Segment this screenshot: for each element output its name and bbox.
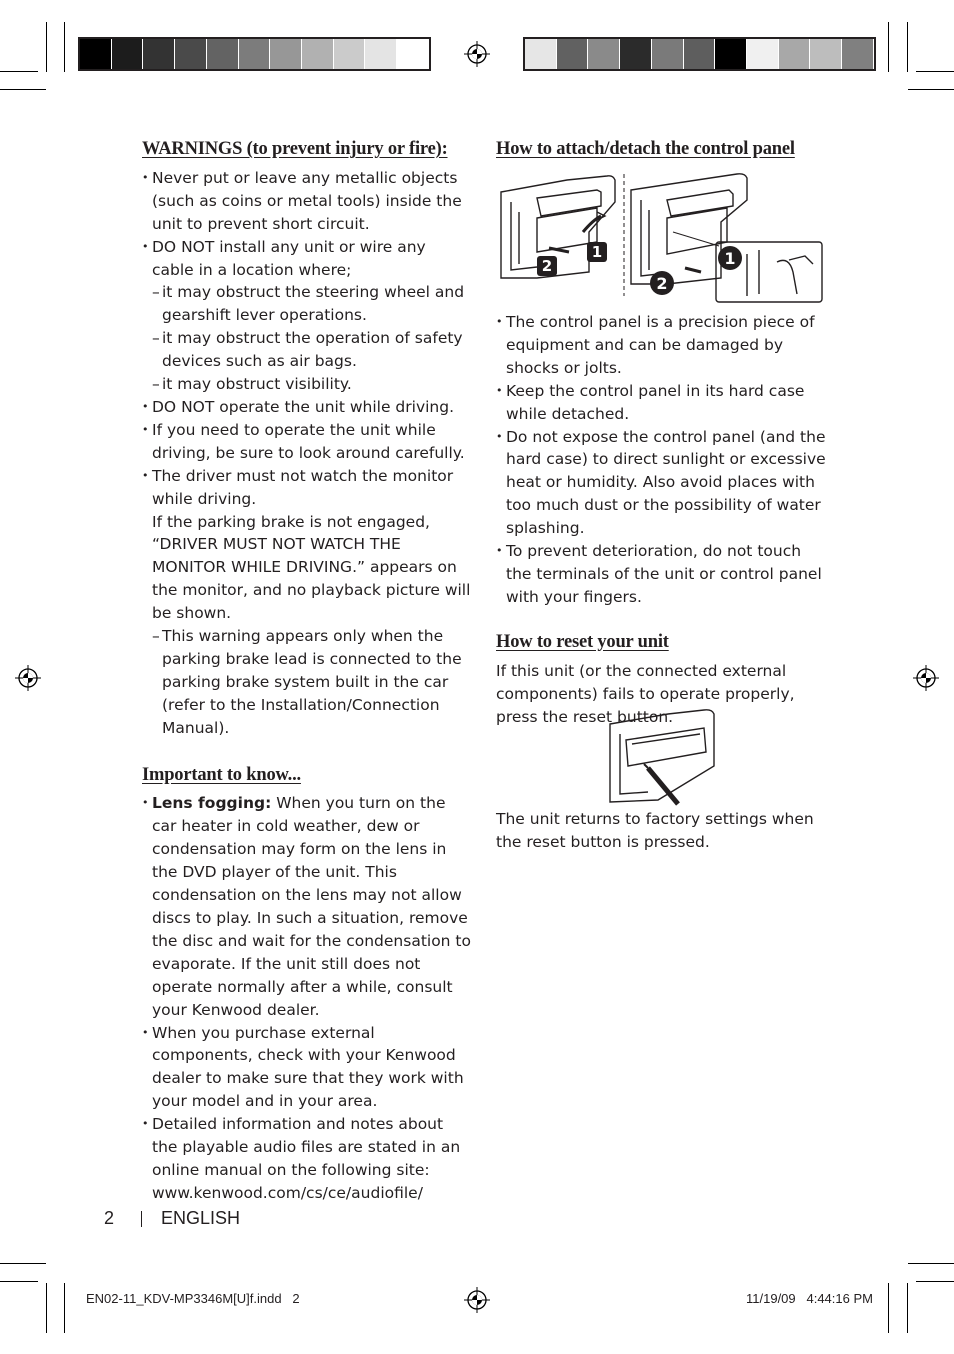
callout-2-label: 2 — [541, 257, 553, 275]
callout-1-label: 1 — [591, 243, 603, 261]
warnings-heading: WARNINGS (to prevent injury or fire): — [142, 139, 448, 159]
important-heading: Important to know... — [142, 764, 301, 785]
color-swatch — [397, 39, 429, 69]
color-swatch — [588, 39, 620, 69]
list-item: • Keep the control panel in its hard case while detached. — [496, 380, 828, 426]
crop-mark — [916, 71, 954, 72]
registration-mark-icon — [913, 665, 939, 691]
crop-mark — [46, 22, 47, 72]
list-item: • Detailed information and notes about the playable audio files are stated in an online manual on the following site: www.kenwood.com/cs/ce/audiofile/ — [142, 1113, 472, 1205]
sub-item: – it may obstruct the steering wheel and gearshift lever operations. — [142, 281, 472, 327]
important-list — [142, 792, 472, 1204]
sub-item: – it may obstruct the operation of safety devices such as air bags. — [142, 327, 472, 373]
color-swatch — [779, 39, 811, 69]
color-swatch — [112, 39, 144, 69]
color-swatch — [334, 39, 366, 69]
list-item: • The driver must not watch the monitor while driving. — [142, 465, 472, 511]
crop-mark — [46, 1283, 47, 1333]
right-column — [496, 138, 828, 167]
color-swatch — [365, 39, 397, 69]
reset-outro-block — [496, 808, 828, 854]
callout-1-label: 1 — [724, 249, 736, 268]
color-swatch — [747, 39, 779, 69]
attach-heading: How to attach/detach the control panel — [496, 139, 795, 159]
color-calibration-bar-right — [523, 37, 876, 71]
crop-mark — [0, 89, 46, 90]
crop-mark — [0, 71, 38, 72]
page-number: 2 — [104, 1208, 115, 1228]
list-item: • Never put or leave any metallic objects (such as coins or metal tools) inside the unit to prevent short circuit. — [142, 167, 472, 236]
list-paragraph: If the parking brake is not engaged, “DRIVER MUST NOT WATCH THE MONITOR WHILE DRIVING.” appears on the monitor, and no playback picture will be shown. — [152, 512, 471, 623]
crop-mark — [908, 89, 954, 90]
crop-mark — [0, 1263, 46, 1264]
crop-mark — [908, 1263, 954, 1264]
crop-mark — [0, 1281, 38, 1282]
footer-divider — [141, 1211, 142, 1227]
warnings-list — [142, 167, 472, 740]
color-swatch — [715, 39, 747, 69]
callout-2-label: 2 — [656, 274, 668, 293]
list-item: • If you need to operate the unit while driving, be sure to look around carefully. — [142, 419, 472, 465]
color-calibration-bar-left — [78, 37, 431, 71]
list-item: • The control panel is a precision piece of equipment and can be damaged by shocks or jolts. — [496, 311, 828, 380]
color-swatch — [175, 39, 207, 69]
list-item-text: • DO NOT install any unit or wire any cable in a location where; — [152, 237, 426, 279]
crop-mark — [888, 22, 889, 72]
sub-item: – This warning appears only when the parking brake lead is connected to the parking brake system built in the car (refer to the Installation/Connection Manual). — [142, 625, 472, 740]
color-swatch — [652, 39, 684, 69]
crop-mark — [888, 1283, 889, 1333]
list-item: • DO NOT operate the unit while driving. — [142, 396, 472, 419]
crop-mark — [916, 1281, 954, 1282]
list-item — [142, 236, 472, 282]
attach-notes — [496, 311, 828, 728]
sub-item: – it may obstruct visibility. — [142, 373, 472, 396]
crop-mark — [907, 1283, 908, 1333]
slug-timestamp: 11/19/09 4:44:16 PM — [746, 1291, 873, 1306]
reset-heading: How to reset your unit — [496, 631, 669, 652]
attach-list — [496, 311, 828, 609]
list-item: • To prevent deterioration, do not touch the terminals of the unit or control panel with your fingers. — [496, 540, 828, 609]
crop-mark — [64, 22, 65, 72]
color-swatch — [302, 39, 334, 69]
crop-mark — [64, 1283, 65, 1333]
color-swatch — [80, 39, 112, 69]
left-column — [142, 138, 472, 1205]
color-swatch — [207, 39, 239, 69]
color-swatch — [525, 39, 557, 69]
registration-mark-icon — [464, 1287, 490, 1313]
color-swatch — [810, 39, 842, 69]
crop-mark — [907, 22, 908, 72]
color-swatch — [684, 39, 716, 69]
reset-outro: The unit returns to factory settings when the reset button is pressed. — [496, 810, 814, 851]
color-swatch — [842, 39, 874, 69]
color-swatch — [143, 39, 175, 69]
lens-fogging-label: Lens fogging: — [152, 794, 272, 813]
color-swatch — [270, 39, 302, 69]
attach-detach-illustration — [497, 172, 825, 304]
color-swatch — [239, 39, 271, 69]
slug-filename: EN02-11_KDV-MP3346M[U]f.indd 2 — [86, 1291, 300, 1306]
color-swatch — [557, 39, 589, 69]
reset-button-illustration — [608, 706, 718, 806]
list-item — [142, 792, 472, 1021]
list-item: • Do not expose the control panel (and the hard case) to direct sunlight or excessive heat or humidity. Also avoid places with too much dust or the possibility of water splashing. — [496, 426, 828, 541]
page-language: ENGLISH — [161, 1208, 241, 1228]
lens-fogging-text: When you turn on the car heater in cold weather, dew or condensation may form on the lens in the DVD player of the unit. This condensation on the lens may not allow discs to play. In such a situation, remove the disc and wait for the condensation to evaporate. If the unit still does not operate normally after a while, consult your Kenwood dealer. — [152, 794, 471, 1019]
reset-intro: If this unit (or the connected external components) fails to operate properly, press the reset button. — [496, 661, 795, 726]
registration-mark-icon — [15, 665, 41, 691]
list-item: • When you purchase external components, check with your Kenwood dealer to make sure that they work with your model and in your area. — [142, 1022, 472, 1114]
registration-mark-icon — [464, 41, 490, 67]
color-swatch — [620, 39, 652, 69]
